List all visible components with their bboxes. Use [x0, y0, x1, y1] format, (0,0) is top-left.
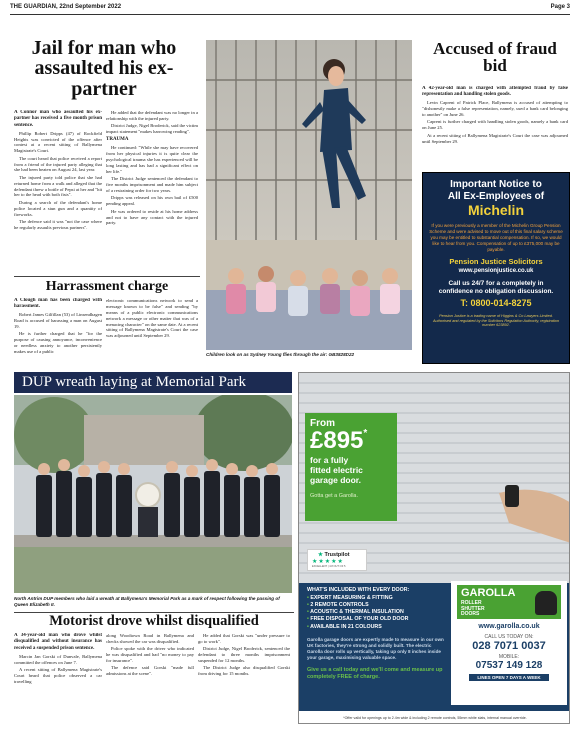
- included-item: [307, 616, 445, 623]
- included-item: [307, 595, 445, 602]
- jail-para: The court heard that police received a report from a friend of the injured party alleging that she had been beaten on August 24, last year.: [14, 155, 102, 173]
- price-from: From: [310, 418, 335, 429]
- motorist-para: along Woodtown Road in Ballymena and checks showed the car was disqualified.: [106, 633, 194, 644]
- star-icon: ★: [318, 552, 323, 558]
- bullet-icon: •: [307, 616, 311, 623]
- main-photo-caption: Children look on as Sydney Young flies through the air: GB3828D22: [206, 352, 355, 357]
- ad-website: www.pensionjustice.co.uk: [458, 267, 534, 274]
- logo-line: DOORS: [461, 611, 480, 617]
- main-photo: [206, 40, 412, 350]
- lines-open-badge: LINES OPEN 7 DAYS A WEEK: [469, 674, 549, 681]
- harrassment-para: He is further charged that he "for the purpose of causing annoyance, inconvenience or needless anxiety to another persistently makes use of a public: [14, 331, 102, 355]
- jail-para: The defence said it was "not the case where he regularly assaults previous partners".: [14, 218, 102, 230]
- included-item: [307, 624, 445, 631]
- harrassment-para: electronic communications network to send a message known to be false" and sending "by means of a public electronic communications network a message or other matter that was of a menacing character" on the same date. At a recent sitting of Ballymena Magistrate's Court the case was adjourned until September 29.: [106, 298, 198, 339]
- motorist-para: The defence said Gorski "made full admissions at the scene".: [106, 665, 194, 677]
- ad-title-line-1: Important Notice to: [450, 179, 542, 190]
- bullet-icon: •: [307, 623, 311, 630]
- trustpilot-badge: [307, 549, 367, 571]
- motorist-para: He added that Gorski was "under pressure to go to work".: [198, 633, 290, 644]
- harrassment-headline: Harrassment charge: [45, 279, 169, 294]
- price-line-1: for a fully: [310, 455, 349, 465]
- logo-line: ROLLER: [461, 600, 482, 606]
- motorist-column-2: [106, 633, 194, 717]
- garolla-footnote: *Offer valid for openings up to 2.4m wide & including 2 remote controls, 55mm white slats, internal manual override.: [299, 711, 570, 724]
- page-header: [10, 4, 570, 14]
- included-title: WHAT'S INCLUDED WITH EVERY DOOR:: [307, 587, 410, 593]
- call-today-label: CALL US TODAY ON:: [484, 634, 534, 640]
- michelin-advert: [422, 172, 570, 364]
- price-panel: [305, 413, 397, 521]
- fraud-para: Capreni is further charged with handling stolen goods, namely a bank card on June 25.: [422, 119, 568, 131]
- dup-banner: DUP wreath laying at Memorial Park: [14, 372, 292, 393]
- jail-para: He continued: "While she may have recovered from her physical injuries it is quite clear the psychological trauma she has experienced will be long lasting and has had a significant effect on her life.": [106, 145, 198, 174]
- fraud-para: At a recent sitting of Ballymena Magistrate's Court the case was adjourned until September 29.: [422, 132, 568, 144]
- garolla-phone: 028 7071 0037: [472, 640, 546, 652]
- rating-stars-icon: ★★★★★: [312, 559, 344, 565]
- gymnast-photo: [206, 40, 412, 350]
- dup-photo: [14, 395, 292, 593]
- jail-lead: A Connor man who assaulted his ex-partner has received a five month prison sentence.: [14, 110, 102, 128]
- masthead-date: THE GUARDIAN, 22nd September 2022: [10, 4, 122, 10]
- jail-para: During a search of the defendant's home police located a stun gun and a quantity of fireworks.: [14, 199, 102, 217]
- ad-firm: Pension Justice Solicitors: [449, 256, 543, 266]
- jail-para: Phillip Robert Dripps (47) of Rockfield Heights was convicted of the offence after contest at a recent sitting of Ballymena Magistrate's Court.: [14, 130, 102, 154]
- jail-para: He added that the defendant was no longer in a relationship with the injured party.: [106, 110, 198, 121]
- included-item: [307, 609, 445, 616]
- fraud-body: [422, 86, 568, 166]
- motorist-column-1: [14, 633, 102, 717]
- motorist-para: District Judge, Nigel Broderick, sentenced the defendant to three months imprisonment suspended for 12 months.: [198, 646, 290, 663]
- price-asterisk: *: [363, 428, 368, 439]
- jail-headline: Jail for man who assaulted his ex-partner: [31, 37, 177, 100]
- price-line-2: fitted electric: [310, 464, 363, 475]
- motorist-headline: Motorist drove whilst disqualified: [49, 613, 259, 629]
- price-value: [310, 429, 397, 453]
- ad-small-print: Pension Justice is a trading name of Higgins & Co Lawyers Limited. Authorised and regulated by the Solicitors Regulation Authority, registration number 623892.: [433, 313, 560, 328]
- dup-caption: North Antrim DUP members who laid a wreath at Ballymena's Memorial Park as a mark of respect following the passing of Queen Elizabeth II.: [14, 596, 280, 607]
- jail-subhead: TRAUMA: [106, 137, 129, 142]
- motorist-para: Marcin Jan Gorski of Dunvale, Ballymena committed the offences on June 7.: [14, 653, 102, 665]
- gorilla-icon: [535, 591, 557, 615]
- bullet-icon: •: [307, 595, 311, 601]
- logo-wordmark: GAROLLA: [461, 587, 516, 599]
- jail-para: He was ordered to reside at his home address and not to have any contact with the injured party.: [106, 208, 198, 226]
- price-line-3: garage door.: [310, 474, 362, 485]
- jail-para: The injured party told police that she had returned home from a walk and alleged that the defendant threw a bottle of Pepsi at her and "hit her to the head with both fists".: [14, 174, 102, 198]
- garolla-website: www.garolla.co.uk: [478, 623, 540, 630]
- harrassment-column-2: [106, 298, 198, 368]
- bullet-icon: •: [307, 602, 311, 609]
- included-item: [307, 602, 445, 609]
- jail-para: District Judge, Nigel Broderick, said the victim impact statement "makes harrowing reading".: [106, 123, 198, 135]
- ad-body: If you were previously a member of the Michelin Group Pension Scheme and were advised to move out of this final salary scheme you may be entitled to substantial compensation. If so, we would like to hear from you. Compensation of up to £375,000 may be payable.: [429, 222, 563, 252]
- jail-column-2: [106, 110, 198, 270]
- ad-title-line-2: All Ex-Employees of: [447, 190, 545, 202]
- price-amount: £895: [310, 427, 364, 454]
- fraud-headline: Accused of fraud bid: [433, 39, 557, 76]
- jail-para: Dripps was released on his own bail of £500 pending appeal.: [106, 195, 198, 207]
- bullet-icon: •: [307, 609, 311, 616]
- harrassment-para: Robert James Gilfillan (53) of Linsendhagen Road is accused of harassing a man on August 19.: [14, 312, 102, 330]
- garolla-blurb: Garolla garage doors are expertly made to measure in our own UK factories, they're strong and solidly built. The electric Garolla door rolls up vertically, taking up only 8 inches inside your garage, maximising valuable space.: [307, 636, 444, 660]
- motorist-lead: A 34-year-old man who drove whilst disqualified and without insurance has received a suspended prison sentence.: [14, 633, 102, 651]
- included-list: [307, 587, 445, 681]
- ad-brand: Michelin: [467, 202, 524, 218]
- trustpilot-rating: EXCELLENT | 4.8 OUT OF 5: [312, 565, 346, 568]
- included-item-label: ACOUSTIC & THERMAL INSULATION: [310, 609, 404, 616]
- included-item-label: AVAILABLE IN 21 COLOURS: [310, 623, 382, 630]
- ad-slogan: Gotta get a Garolla.: [310, 493, 358, 500]
- motorist-para: Police spoke with the driver who indicated he was disqualified and had "no money to pay for insurance".: [106, 646, 194, 663]
- ad-call-line: Call us 24/7 for a completely in confidence no obligation discussion.: [438, 279, 554, 295]
- included-item-label: FREE DISPOSAL OF YOUR OLD DOOR: [310, 616, 409, 623]
- garolla-advert: [298, 372, 570, 724]
- trustpilot-name: Trustpilot: [324, 552, 350, 558]
- jail-column-1: [14, 110, 102, 260]
- included-item-label: EXPERT MEASURING & FITTING: [310, 595, 393, 601]
- memorial-park-photo: [14, 395, 292, 593]
- harrassment-lead: A Clough man has been charged with harassment.: [14, 298, 102, 310]
- page-number: Page 3: [550, 4, 570, 10]
- motorist-column-3: [198, 633, 290, 717]
- logo-line: SHUTTER: [461, 605, 485, 612]
- jail-para: The District Judge sentenced the defendant to five months imprisonment and made him subject of a restraining order for two years.: [106, 176, 198, 194]
- header-rule: [10, 14, 570, 15]
- logo-tagline: [461, 601, 485, 618]
- garolla-mobile: 07537 149 128: [475, 660, 543, 671]
- motorist-para: A recent sitting of Ballymena Magistrate's Court heard that police observed a car travelling: [14, 666, 102, 684]
- garolla-contact-box: [451, 581, 567, 705]
- mobile-label: MOBILE:: [498, 654, 520, 660]
- included-item-label: 2 REMOTE CONTROLS: [310, 602, 369, 609]
- section-rule: [14, 276, 200, 277]
- motorist-para: The District Judge also disqualified Gorski from driving for 15 months.: [198, 665, 290, 677]
- harrassment-column-1: [14, 298, 102, 368]
- garolla-logo: [457, 585, 561, 619]
- garolla-call-line: Give us a call today and we'll come and measure up completely FREE of charge.: [307, 666, 443, 680]
- fraud-lead: A 42-year-old man is charged with attempted fraud by false representation and handling stolen goods.: [422, 86, 568, 98]
- ad-telephone: T: 0800-014-8275: [460, 297, 532, 308]
- fraud-para: Levin Capreni of Patrick Place, Ballymena is accused of attempting to "dishonestly make a false representation, namely, used a bank card belonging to another" on June 26.: [422, 100, 568, 118]
